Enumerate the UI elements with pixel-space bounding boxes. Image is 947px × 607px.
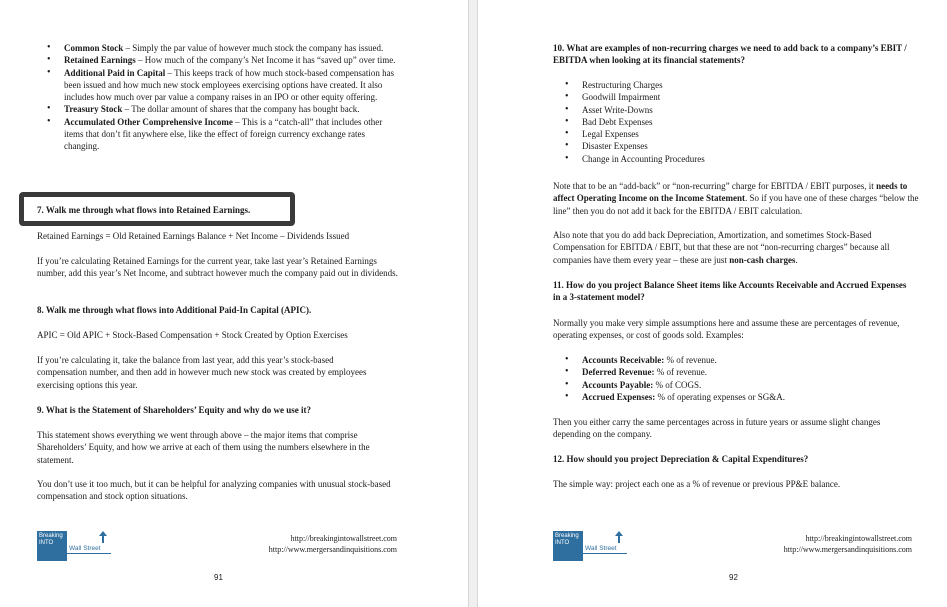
arrow-up-icon [99,531,107,543]
question-9: 9. What is the Statement of Shareholders’ Equity and why do we use it? [37,405,312,415]
q11-paragraph-2: Then you either carry the same percentages across in future years or assume slight changes depending on the company. [553,417,881,440]
q8-answer: If you’re calculating it, take the balance from last year, add this year’s stock-based compensation number, and then add in however much new stock was created by employees exercising options this year. [37,355,367,390]
list-item: • Common Stock – Simply the par value of however much stock the company has issued. [47,42,402,54]
q7-answer: If you’re calculating Retained Earnings for the current year, take last year’s Retained Earnings number, add this year’s Net Income, and subtract however much the company paid out in dividends. [37,256,398,279]
q8-formula: APIC = Old APIC + Stock-Based Compensation + Stock Created by Option Exercises [37,330,348,340]
left-page [0,0,468,607]
q9-paragraph-2: You don’t use it too much, but it can be helpful for analyzing companies with unusual stock-based compensation and stock option situations. [37,479,391,502]
arrow-up-icon [615,531,623,543]
q7-formula: Retained Earnings = Old Retained Earnings Balance + Net Income – Dividends Issued [37,231,350,241]
list-item: • Change in Accounting Procedures [565,153,865,165]
biws-logo: Breaking INTO Wall Street [553,531,627,561]
equity-items-list [47,42,402,153]
url-link[interactable]: http://breakingintowallstreet.com [805,534,912,543]
list-item: • Deferred Revenue: % of revenue. [565,366,895,378]
url-link[interactable]: http://breakingintowallstreet.com [290,534,397,543]
url-link[interactable]: http://www.mergersandinquisitions.com [268,545,397,554]
projection-list [565,354,895,403]
list-item: • Legal Expenses [565,128,865,140]
list-item: • Goodwill Impairment [565,91,865,103]
question-10: 10. What are examples of non-recurring charges we need to add back to a company’s EBIT / EBITDA when looking at its financial statements? [553,43,907,66]
list-item: • Restructuring Charges [565,79,865,91]
list-item: • Retained Earnings – How much of the company’s Net Income it has “saved up” over time. [47,54,402,66]
question-8: 8. Walk me through what flows into Additional Paid-In Capital (APIC). [37,305,312,315]
page-number: 92 [729,573,738,582]
footer-urls [200,533,397,555]
biws-logo: Breaking INTO Wall Street [37,531,111,561]
footer-urls [714,533,912,555]
list-item: • Treasury Stock – The dollar amount of shares that the company has bought back. [47,103,402,115]
list-item: • Accounts Receivable: % of revenue. [565,354,895,366]
q11-paragraph: Normally you make very simple assumptions here and assume these are percentages of revenue, operating expenses, or cost of goods sold. Examples: [553,318,900,341]
list-item: • Accrued Expenses: % of operating expenses or SG&A. [565,391,895,403]
question-7: 7. Walk me through what flows into Retained Earnings. [37,205,251,215]
addback-note: Note that to be an “add-back” or “non-recurring” charge for EBITDA / EBIT purposes, it needs to affect Operating Income on the Income Statement. So if you have one of these charges “below the line” then you do not add it back for the EBITDA / EBIT calculation. [553,181,919,216]
list-item: • Bad Debt Expenses [565,116,865,128]
page-number: 91 [214,573,223,582]
list-item: • Accounts Payable: % of COGS. [565,379,895,391]
list-item: • Additional Paid in Capital – This keeps track of how much stock-based compensation has been issued and how much new stock employees exercising options have created. It also includes how much over par value a company raises in an IPO or other equity offering. [47,67,402,104]
url-link[interactable]: http://www.mergersandinquisitions.com [783,545,912,554]
right-page [478,0,947,607]
question-11: 11. How do you project Balance Sheet items like Accounts Receivable and Accrued Expenses in a 3-statement model? [553,280,907,303]
list-item: • Asset Write-Downs [565,104,865,116]
list-item: • Disaster Expenses [565,140,865,152]
question-12: 12. How should you project Depreciation & Capital Expenditures? [553,454,809,464]
q12-paragraph: The simple way: project each one as a % of revenue or previous PP&E balance. [553,479,841,489]
q9-paragraph-1: This statement shows everything we went through above – the major items that comprise Shareholders’ Equity, and how we arrive at each of them using the numbers elsewhere in the statement. [37,430,370,465]
noncash-note: Also note that you do add back Depreciation, Amortization, and sometimes Stock-Based Compensation for EBITDA / EBIT, but that these are not “non-recurring charges” because all companies have them every year – these are just non-cash charges. [553,230,890,265]
charges-list [565,79,865,165]
list-item: • Accumulated Other Comprehensive Income – This is a “catch-all” that includes other items that don’t fit anywhere else, like the effect of foreign currency exchange rates changing. [47,116,402,153]
page-gutter [468,0,478,607]
